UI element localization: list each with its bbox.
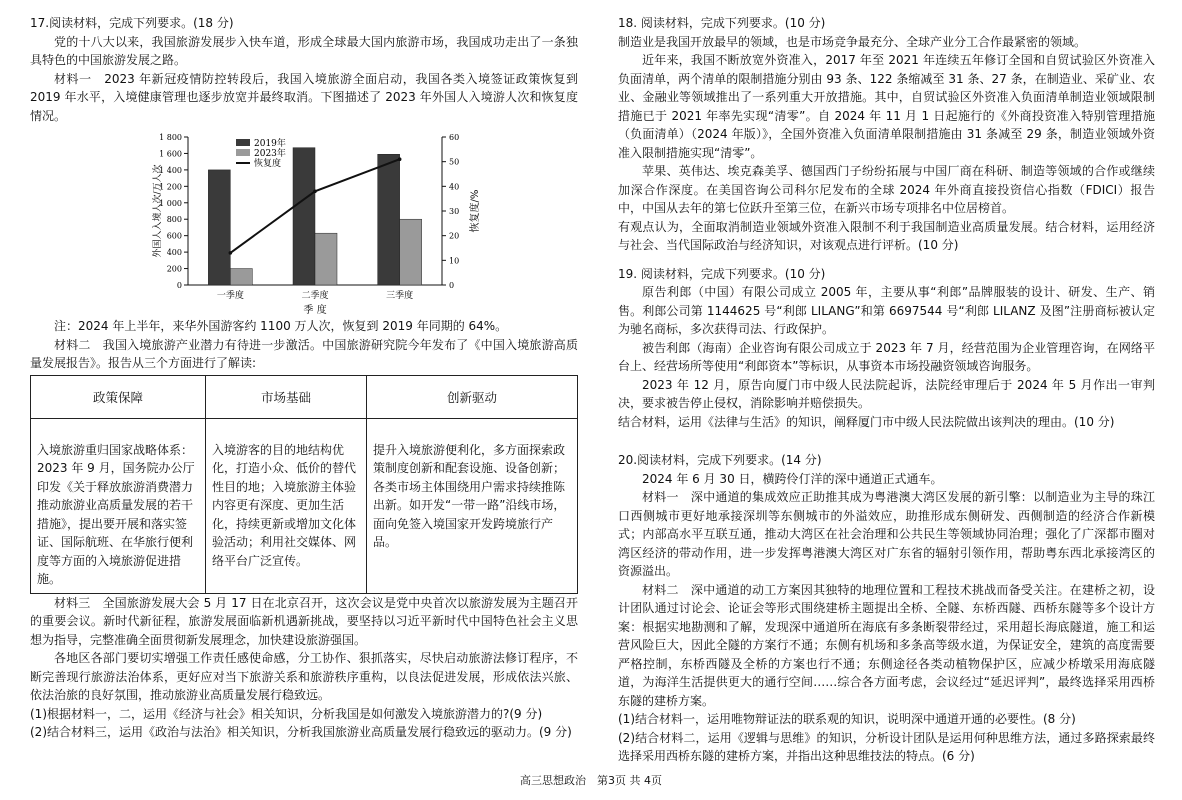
q20-title: 20.阅读材料，完成下列要求。(14 分) <box>618 453 822 467</box>
q17-material-1: 材料一 2023 年新冠疫情防控转段后，我国入境旅游全面启动，我国各类入境签证政策恢复到 2019 年水平，入境健康管理也逐步放宽并最终取消。下图描述了 2023 年外国人入境游人次和恢复度情况。 <box>30 71 578 123</box>
x-tick-label: 一季度 <box>216 291 244 301</box>
q19-p3: 2023 年 12 月，原告向厦门市中级人民法院起诉，法院经审理后于 2024 年 5 月作出一审判决，要求被告停止侵权，消除影响并赔偿损失。 <box>618 377 1155 410</box>
q19-question: 结合材料，运用《法律与生活》的知识，阐释厦门市中级人民法院做出该判决的理由。(10 分) <box>618 414 1115 429</box>
q20-material-1: 材料一 深中通道的集成效应正助推其成为粤港澳大湾区发展的新引擎：以制造业为主导的珠江口西侧城市更好地承接深圳等东侧城市的外溢效应，助推形成东侧研发、西侧制造的经济合作新模式；内部高水平互联互通，推动大湾区在社会治理和公共民生等领域协同治理；强化了广深都市圈对湾区经济的带动作用，进一步发挥粤港澳大湾区对广东省的辐射引领作用，帮助粤东西北承接湾区的资源溢出。 <box>618 490 1155 578</box>
x-axis-label: 季 度 <box>303 305 327 316</box>
left-column <box>30 14 578 742</box>
table-cell-policy: 入境旅游重归国家战略体系：2023 年 9 月，国务院办公厅印发《关于释放旅游消费潜力推动旅游业高质量发展的若干措施》，提出要开展和落实签证、国际航班、在华旅行便利度等方面的入境旅游促进措施。 <box>31 418 206 593</box>
table-cell-innovation: 提升入境旅游便利化，多方面探索政策制度创新和配套设施、设备创新；各类市场主体围绕用户需求持续推陈出新。如开发“一带一路”沿线市场，面向免签入境国家开发跨境旅行产品。 <box>367 418 578 593</box>
q18-p2: 近年来，我国不断放宽外资准入，2017 年至 2021 年连续五年修订全国和自贸试验区外资准入负面清单，两个清单的限制措施分别由 93 条、122 条缩减至 31 条、27 条，在制造业、采矿业、农业、金融业等领域推出了一系列重大开放措施。其中，自贸试验区外资准入负面清单制造业领域限制措施已于 2021 年率先实现“清零”。自 2024 年 11 月 1 日起施行的《外商投资准入特别管理措施（负面清单）（2024 年版）》，全国外资准入负面清单限制措施由 31 条减至 29 条，制造业领域外资准入限制措施实现“清零”。 <box>618 53 1155 160</box>
bar-2019-2 <box>293 148 315 285</box>
q19-p1: 原告利郎（中国）有限公司成立 2005 年，主要从事“利郎”品牌服装的设计、研发、生产、销售。利郎公司第 1144625 号“利郎 LILANG”和第 6697544 号“利郎 LILANZ 及图”注册商标被认定为驰名商标，多次获得司法、行政保护。 <box>618 285 1155 336</box>
legend-2023: 2023年 <box>254 149 286 159</box>
recovery-point-1 <box>229 251 233 255</box>
q17-title: 17.阅读材料，完成下列要求。(18 分) <box>30 16 234 30</box>
y-tick-label: 1 400 <box>159 165 182 175</box>
y2-tick-label: 0 <box>449 281 455 290</box>
y-ticks-right <box>442 133 459 290</box>
y-tick-label: 1 800 <box>159 133 182 142</box>
legend-swatch-2019 <box>236 139 250 146</box>
inbound-tourism-chart <box>30 127 578 317</box>
legend-swatch-2023 <box>236 149 250 156</box>
report-table <box>30 375 578 594</box>
bar-2019-1 <box>208 170 230 285</box>
q17-material-2: 材料二 我国入境旅游产业潜力有待进一步激活。中国旅游研究院今年发布了《中国入境旅游高质量发展报告》。报告从三个方面进行了解读: <box>30 337 578 370</box>
y2-tick-label: 20 <box>449 231 460 241</box>
q17-material-3b: 各地区各部门要切实增强工作责任感使命感，分工协作、狠抓落实，尽快启动旅游法修订程序，不断完善现行旅游法治体系，更好应对当下旅游关系和旅游秩序重构，以良法促进发展，形成依法兴旅、依法治旅的良好氛围，推动旅游业高质量发展行稳致远。 <box>30 651 578 702</box>
recovery-point-3 <box>398 157 402 161</box>
table-header-policy: 政策保障 <box>31 375 206 418</box>
y-tick-label: 1 600 <box>159 149 182 159</box>
y2-tick-label: 40 <box>449 182 460 192</box>
y-tick-label: 600 <box>166 231 182 241</box>
q17-intro: 党的十八大以来，我国旅游发展步入快车道，形成全球最大国内旅游市场，我国成功走出了一条独具特色的中国旅游发展之路。 <box>30 34 578 67</box>
bar-2019-3 <box>378 154 400 285</box>
y-tick-label: 1 000 <box>159 198 182 208</box>
q18-p3: 苹果、英伟达、埃克森美孚、德国西门子纷纷拓展与中国厂商在科研、制造等领域的合作或继续加深合作深度。在美国咨询公司科尔尼发布的全球 2024 年外商直接投资信心指数（FDICI）报告中，中国从去年的第七位跃升至第三位，在新兴市场专项排名中位居榜首。 <box>618 164 1155 215</box>
chart-svg <box>30 127 578 317</box>
chart-legend <box>236 137 286 169</box>
y2-tick-label: 30 <box>449 207 460 216</box>
y2-tick-label: 60 <box>449 133 460 142</box>
x-tick-label: 二季度 <box>301 291 329 301</box>
y2-tick-label: 50 <box>449 157 460 167</box>
x-ticks <box>217 289 413 301</box>
legend-recovery: 恢复度 <box>254 159 282 169</box>
q17-subq-2: (2)结合材料三，运用《政治与法治》相关知识，分析我国旅游业高质量发展行稳致远的驱动力。(9 分) <box>30 725 572 739</box>
y-tick-label: 1 200 <box>159 182 182 192</box>
q18-question: 有观点认为，全面取消制造业领域外资准入限制不利于我国制造业高质量发展。结合材料，运用经济与社会、当代国际政治与经济知识，对该观点进行评析。(10 分) <box>618 219 1155 252</box>
y-tick-label: 800 <box>166 215 182 225</box>
q18-title: 18. 阅读材料，完成下列要求。(10 分) <box>618 16 826 30</box>
bar-2023-2 <box>315 233 337 285</box>
table-header-market: 市场基础 <box>206 375 367 418</box>
q19-p2: 被告利郎（海南）企业咨询有限公司成立于 2023 年 7 月，经营范围为企业管理咨询，在网络平台上、经营场所等使用“利郎资本”等标识，从事资本市场投融资领域咨询服务。 <box>618 340 1155 373</box>
x-tick-label: 三季度 <box>386 291 414 301</box>
chart-bars <box>208 148 421 285</box>
y-tick-label: 200 <box>166 264 182 274</box>
y-ticks-left <box>159 133 188 290</box>
y-tick-label: 0 <box>176 281 182 290</box>
table-cell-market: 入境游客的目的地结构优化，打造小众、低价的替代性目的地；入境旅游主体验内容更有深度、更加生活化，持续更新或增加文化体验活动；利用社交媒体、网络平台广泛宣传。 <box>206 418 367 593</box>
q20-subq-2: (2)结合材料二，运用《逻辑与思维》的知识，分析设计团队是运用何种思维方法，通过多路探索最终选择采用西桥东隧的建桥方案，并指出这种思维技法的特点。(6 分) <box>618 730 1155 763</box>
q17-material-3: 材料三 全国旅游发展大会 5 月 17 日在北京召开，这次会议是党中央首次以旅游发展为主题召开的重要会议。新时代新征程，旅游发展面临新机遇新挑战，要坚持以习近平新时代中国特色社会主义思想为指导，完整准确全面贯彻新发展理念，加快建设旅游强国。 <box>30 595 578 647</box>
legend-2019: 2019年 <box>254 139 286 149</box>
bar-2023-1 <box>230 269 252 285</box>
q17-subq-1: (1)根据材料一，二，运用《经济与社会》相关知识，分析我国是如何激发入境旅游潜力的?(9 分) <box>30 706 543 721</box>
right-column <box>618 14 1155 766</box>
y-tick-label: 400 <box>166 248 182 258</box>
recovery-point-2 <box>313 189 317 193</box>
q17-note: 注：2024 年上半年，来华外国游客约 1100 万人次，恢复到 2019 年同期的 64%。 <box>54 319 508 333</box>
y2-tick-label: 10 <box>449 256 460 266</box>
q19-title: 19. 阅读材料，完成下列要求。(10 分) <box>618 266 826 281</box>
y-axis-label: 外国人入境人次/万人次 <box>153 164 163 258</box>
q20-material-2: 材料二 深中通道的动工方案因其独特的地理位置和工程技术挑战而备受关注。在建桥之初，设计团队通过讨论会、论证会等形式围绕建桥主题提出全桥、全隧、东桥西隧、西桥东隧等多个设计方案：根据实地勘测和了解，发现深中通道所在海底有多条断裂带经过，采用超长海底隧道，施工和运营风险巨大，因此全隧的方案行不通；东侧有机场和多条高等级水道，为保证安全，建筑的高度需要严格控制，东桥西隧及全桥的方案也行不通；东侧途径各类动植物保护区，应减少桥墩采用海底隧道，为海洋生活提供更大的通行空间……综合各方面考虑，会议经过“延迟评判”，最终选择采用西桥东隧的建桥方案。 <box>618 582 1155 708</box>
q20-subq-1: (1)结合材料一，运用唯物辩证法的联系观的知识，说明深中通道开通的必要性。(8 分) <box>618 712 1076 726</box>
q18-p1: 制造业是我国开放最早的领域，也是市场竞争最充分、全球产业分工合作最紧密的领域。 <box>618 34 1087 49</box>
table-header-innovation: 创新驱动 <box>367 375 578 418</box>
page-footer: 高三思想政治 第3页 共 4页 <box>520 774 662 787</box>
q20-p1: 2024 年 6 月 30 日，横跨伶仃洋的深中通道正式通车。 <box>642 471 943 486</box>
y2-axis-label: 恢复度/% <box>470 189 481 233</box>
bar-2023-3 <box>400 219 422 285</box>
